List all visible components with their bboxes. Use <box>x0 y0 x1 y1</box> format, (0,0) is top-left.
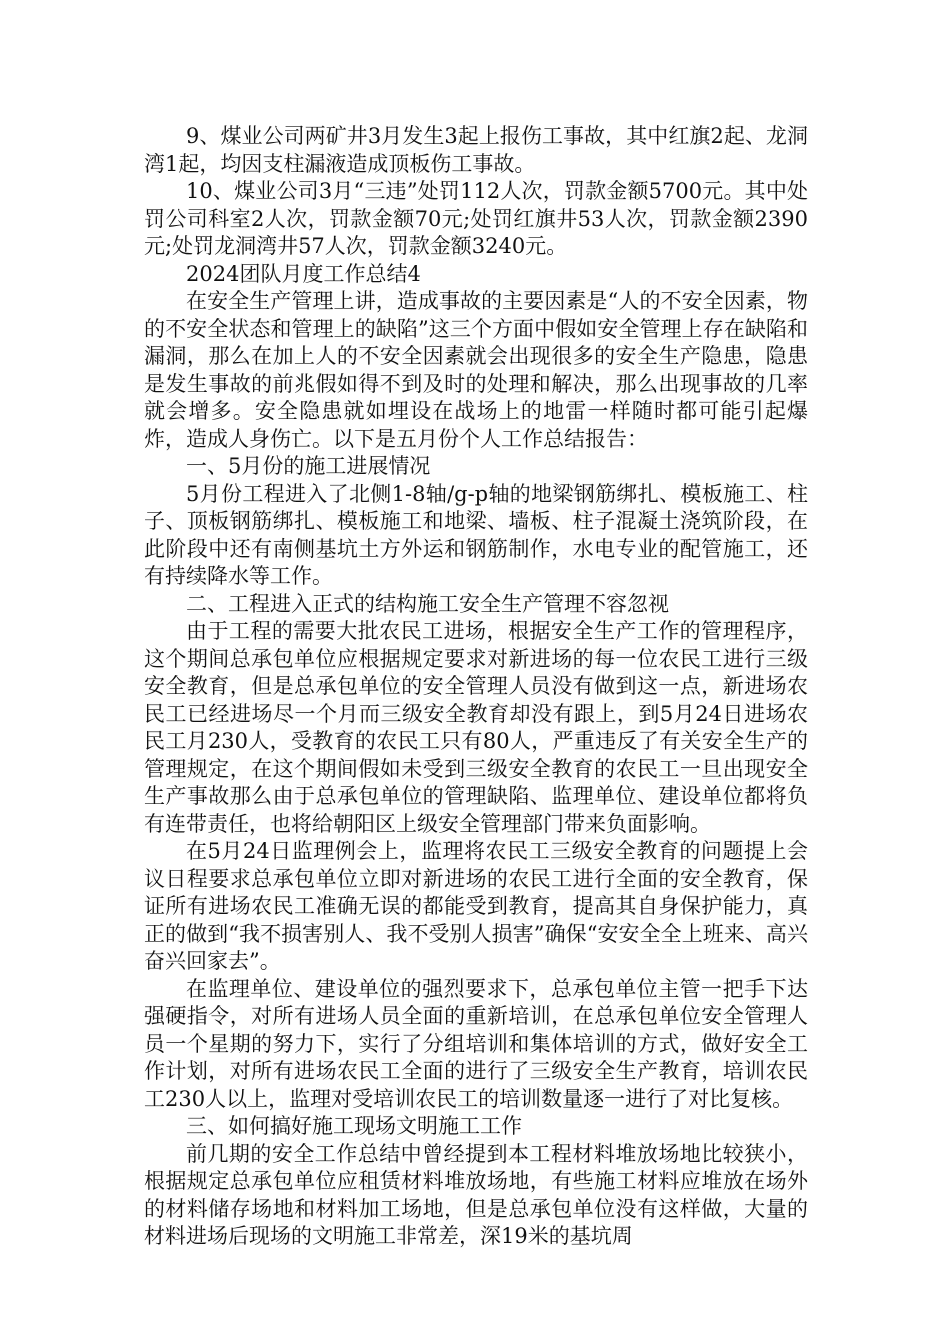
heading-progress: 一、5月份的施工进展情况 <box>186 454 431 478</box>
document-body <box>144 123 808 1251</box>
section-title: 2024团队月度工作总结4 <box>186 261 421 286</box>
heading-civilized-construction: 三、如何搞好施工现场文明施工工作 <box>186 1114 522 1138</box>
paragraph-intro: 在安全生产管理上讲，造成事故的主要因素是“人的不安全因素，物的不安全状态和管理上的缺陷”这三个方面中假如安全管理上存在缺陷和漏洞，那么在加上人的不安全因素就会出现很多的安全生产隐患，隐患是发生事故的前兆假如得不到及时的处理和解决，那么出现事故的几率就会增多。安全隐患就如埋设在战场上的地雷一样随时都可能引起爆炸，造成人身伤亡。以下是五月份个人工作总结报告： <box>144 289 808 451</box>
paragraph-progress: 5月份工程进入了北侧1-8轴/g-p轴的地梁钢筋绑扎、模板施工、柱子、顶板钢筋绑扎、模板施工和地梁、墙板、柱子混凝土浇筑阶段，在此阶段中还有南侧基坑土方外运和钢筋制作，水电专业的配管施工，还有持续降水等工作。 <box>144 481 808 588</box>
paragraph-material-storage: 前几期的安全工作总结中曾经提到本工程材料堆放场地比较狭小，根据规定总承包单位应租赁材料堆放场地，有些施工材料应堆放在场外的材料储存场地和材料加工场地，但是总承包单位没有这样做，大量的材料进场后现场的文明施工非常差，深19米的基坑周 <box>144 1141 808 1248</box>
paragraph-meeting: 在5月24日监理例会上，监理将农民工三级安全教育的问题提上会议日程要求总承包单位立即对新进场的农民工进行全面的安全教育，保证所有进场农民工准确无误的都能受到教育，提高其自身保护能力，真正的做到“我不损害别人、我不受别人损害”确保“安安全全上班来、高兴奋兴回家去”。 <box>144 839 808 973</box>
paragraph-safety-education: 由于工程的需要大批农民工进场，根据安全生产工作的管理程序，这个期间总承包单位应根据规定要求对新进场的每一位农民工进行三级安全教育，但是总承包单位的安全管理人员没有做到这一点，新进场农民工已经进场尽一个月而三级安全教育却没有跟上，到5月24日进场农民工月230人，受教育的农民工只有80人，严重违反了有关安全生产的管理规定，在这个期间假如未受到三级安全教育的农民工一旦出现安全生产事故那么由于总承包单位的管理缺陷、监理单位、建设单位都将负有连带责任，也将给朝阳区上级安全管理部门带来负面影响。 <box>144 619 808 836</box>
paragraph-item-9: 9、煤业公司两矿井3月发生3起上报伤工事故，其中红旗2起、龙洞湾1起，均因支柱漏液造成顶板伤工事故。 <box>144 124 808 176</box>
paragraph-training: 在监理单位、建设单位的强烈要求下，总承包单位主管一把手下达强硬指令，对所有进场人员全面的重新培训，在总承包单位安全管理人员一个星期的努力下，实行了分组培训和集体培训的方式，做好安全工作计划，对所有进场农民工全面的进行了三级安全生产教育，培训农民工230人以上，监理对受培训农民工的培训数量逐一进行了对比复核。 <box>144 976 808 1111</box>
paragraph-item-10: 10、煤业公司3月“三违”处罚112人次，罚款金额5700元。其中处罚公司科室2人次，罚款金额70元;处罚红旗井53人次，罚款金额2390元;处罚龙洞湾井57人次，罚款金额3240元。 <box>144 179 808 258</box>
heading-safety-management: 二、工程进入正式的结构施工安全生产管理不容忽视 <box>186 591 669 616</box>
